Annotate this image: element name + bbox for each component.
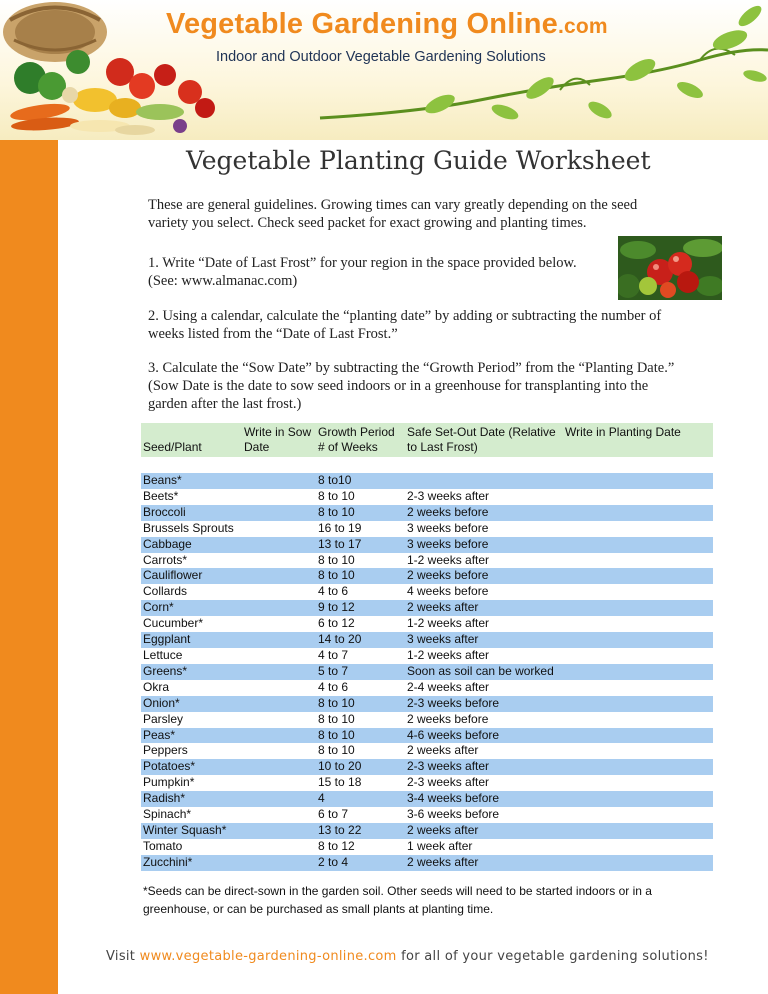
footer-website-link[interactable]: www.vegetable-gardening-online.com bbox=[139, 949, 397, 964]
planting-date-cell[interactable] bbox=[563, 473, 713, 489]
site-logo-title bbox=[166, 8, 608, 41]
planting-date-cell[interactable] bbox=[563, 664, 713, 680]
table-row bbox=[141, 616, 713, 632]
set-out-date-cell: 2 weeks before bbox=[407, 711, 489, 726]
set-out-date-cell: 3 weeks after bbox=[405, 632, 563, 648]
set-out-date-cell: Soon as soil can be worked bbox=[405, 664, 563, 680]
site-tld: .com bbox=[557, 15, 608, 38]
sow-date-cell[interactable] bbox=[242, 712, 316, 728]
plant-cell: Peas* bbox=[141, 728, 242, 744]
set-out-date-cell: 2-3 weeks before bbox=[405, 696, 563, 712]
planting-date-cell[interactable] bbox=[563, 489, 713, 505]
sow-date-cell[interactable] bbox=[242, 632, 316, 648]
plant-cell: Zucchini* bbox=[141, 855, 242, 871]
sow-date-cell[interactable] bbox=[242, 664, 316, 680]
growth-period-cell: 8 to 10 bbox=[318, 743, 355, 758]
growth-period-cell: 4 to 6 bbox=[318, 679, 349, 694]
site-tagline: Indoor and Outdoor Vegetable Gardening Solutions bbox=[216, 49, 546, 65]
set-out-date-cell: 1-2 weeks after bbox=[407, 552, 490, 567]
set-out-date-cell: 2 weeks after bbox=[405, 823, 563, 839]
plant-cell: Peppers bbox=[143, 743, 188, 758]
planting-date-cell[interactable] bbox=[563, 807, 713, 823]
table-row bbox=[141, 775, 713, 791]
set-out-date-cell: 4 weeks before bbox=[407, 584, 489, 599]
growth-period-cell: 8 to 10 bbox=[318, 552, 355, 567]
set-out-date-cell: 4-6 weeks before bbox=[405, 728, 563, 744]
growth-period-cell: 5 to 7 bbox=[316, 664, 405, 680]
plant-cell: Broccoli bbox=[141, 505, 242, 521]
growth-period-cell: 6 to 7 bbox=[318, 807, 349, 822]
step-2-paragraph: 2. Using a calendar, calculate the “planting date” by adding or subtracting the number of weeks listed from the “Date of Last Frost.” bbox=[148, 308, 662, 342]
sow-date-cell[interactable] bbox=[242, 584, 316, 600]
growth-period-cell: 8 to 12 bbox=[318, 838, 355, 853]
table-row bbox=[141, 728, 713, 744]
sow-date-cell[interactable] bbox=[242, 568, 316, 584]
plant-cell: Pumpkin* bbox=[143, 775, 195, 790]
sow-date-cell[interactable] bbox=[242, 696, 316, 712]
footer-prefix: Visit bbox=[106, 949, 140, 964]
plant-cell: Collards bbox=[143, 584, 188, 599]
plant-cell: Cucumber* bbox=[143, 616, 204, 631]
table-row bbox=[141, 537, 713, 553]
growth-period-cell: 2 to 4 bbox=[316, 855, 405, 871]
growth-period-cell: 13 to 17 bbox=[316, 537, 405, 553]
plant-cell: Carrots* bbox=[143, 552, 188, 567]
plant-cell: Onion* bbox=[141, 696, 242, 712]
table-row bbox=[141, 823, 713, 839]
set-out-date-cell: 2-3 weeks after bbox=[407, 488, 490, 503]
sow-date-cell[interactable] bbox=[242, 743, 316, 759]
planting-date-cell[interactable] bbox=[563, 553, 713, 569]
set-out-date-cell bbox=[405, 473, 563, 489]
growth-period-cell: 8 to 10 bbox=[318, 488, 355, 503]
table-header-row bbox=[141, 423, 713, 457]
planting-date-cell[interactable] bbox=[563, 505, 713, 521]
planting-date-cell[interactable] bbox=[563, 600, 713, 616]
plant-cell: Beans* bbox=[141, 473, 242, 489]
table-row bbox=[141, 743, 713, 759]
sow-date-cell[interactable] bbox=[242, 505, 316, 521]
plant-cell: Parsley bbox=[143, 711, 184, 726]
table-row bbox=[141, 553, 713, 569]
growth-period-cell: 16 to 19 bbox=[318, 520, 362, 535]
plant-cell: Potatoes* bbox=[141, 759, 242, 775]
step-1-paragraph: 1. Write “Date of Last Frost” for your region in the space provided below. (See: www.almanac.com) bbox=[148, 255, 577, 289]
table-row bbox=[141, 712, 713, 728]
plant-cell: Eggplant bbox=[141, 632, 242, 648]
sow-date-cell[interactable] bbox=[242, 855, 316, 871]
plant-cell: Brussels Sprouts bbox=[143, 520, 234, 535]
table-row bbox=[141, 568, 713, 584]
set-out-date-cell: 1-2 weeks after bbox=[407, 647, 490, 662]
sow-date-cell[interactable] bbox=[242, 648, 316, 664]
growth-period-cell: 8 to 10 bbox=[318, 711, 355, 726]
planting-date-cell[interactable] bbox=[563, 680, 713, 696]
plant-cell: Beets* bbox=[143, 488, 179, 503]
tomato-plant-photo bbox=[618, 236, 722, 300]
planting-guide-table bbox=[141, 423, 713, 871]
set-out-date-cell: 1 week after bbox=[407, 838, 473, 853]
plant-cell: Okra bbox=[143, 679, 170, 694]
plant-cell: Lettuce bbox=[143, 647, 183, 662]
table-row bbox=[141, 632, 713, 648]
plant-cell: Cabbage bbox=[141, 537, 242, 553]
sow-date-cell[interactable] bbox=[242, 791, 316, 807]
growth-period-cell: 4 to 7 bbox=[318, 647, 349, 662]
plant-cell: Spinach* bbox=[143, 807, 192, 822]
sow-date-cell[interactable] bbox=[242, 553, 316, 569]
growth-period-cell: 8 to10 bbox=[316, 473, 405, 489]
plant-cell: Radish* bbox=[141, 791, 242, 807]
planting-date-cell[interactable] bbox=[563, 839, 713, 855]
planting-date-cell[interactable] bbox=[563, 743, 713, 759]
footer bbox=[106, 949, 709, 964]
set-out-date-cell: 3-4 weeks before bbox=[405, 791, 563, 807]
table-row bbox=[141, 807, 713, 823]
intro-paragraph: These are general guidelines. Growing times can vary greatly depending on the seed variety you select. Check seed packet for exact growing and planting times. bbox=[148, 197, 638, 231]
growth-period-cell: 10 to 20 bbox=[316, 759, 405, 775]
sow-date-cell[interactable] bbox=[242, 616, 316, 632]
header-seed-plant: Seed/Plant bbox=[141, 423, 242, 457]
page-title: Vegetable Planting Guide Worksheet bbox=[186, 146, 651, 175]
step-3-paragraph: 3. Calculate the “Sow Date” by subtracting the “Growth Period” from the “Planting Date.” (Sow Date is the date to sow seed indoors or in a greenhouse for transplanting into the garden after the last frost.) bbox=[148, 360, 675, 412]
growth-period-cell: 6 to 12 bbox=[318, 616, 355, 631]
growth-period-cell: 9 to 12 bbox=[316, 600, 405, 616]
planting-date-cell[interactable] bbox=[563, 759, 713, 775]
set-out-date-cell: 2-3 weeks after bbox=[405, 759, 563, 775]
growth-period-cell: 13 to 22 bbox=[316, 823, 405, 839]
sow-date-cell[interactable] bbox=[242, 728, 316, 744]
header-set-out-date: Safe Set-Out Date (Relative to Last Frost) bbox=[405, 423, 563, 457]
planting-date-cell[interactable] bbox=[563, 775, 713, 791]
planting-date-cell[interactable] bbox=[563, 537, 713, 553]
sow-date-cell[interactable] bbox=[242, 489, 316, 505]
planting-date-cell[interactable] bbox=[563, 823, 713, 839]
header-planting-date: Write in Planting Date bbox=[563, 423, 713, 457]
planting-date-cell[interactable] bbox=[563, 855, 713, 871]
table-row bbox=[141, 696, 713, 712]
planting-date-cell[interactable] bbox=[563, 521, 713, 537]
site-header bbox=[0, 0, 768, 140]
planting-date-cell[interactable] bbox=[563, 632, 713, 648]
table-row bbox=[141, 505, 713, 521]
planting-date-cell[interactable] bbox=[563, 712, 713, 728]
worksheet-content bbox=[58, 140, 768, 994]
sow-date-cell[interactable] bbox=[242, 680, 316, 696]
sow-date-cell[interactable] bbox=[242, 775, 316, 791]
sow-date-cell[interactable] bbox=[242, 839, 316, 855]
set-out-date-cell: 3-6 weeks before bbox=[407, 807, 500, 822]
set-out-date-cell: 2 weeks after bbox=[407, 743, 479, 758]
set-out-date-cell: 1-2 weeks after bbox=[407, 616, 490, 631]
table-row bbox=[141, 600, 713, 616]
table-row bbox=[141, 489, 713, 505]
planting-date-cell[interactable] bbox=[563, 728, 713, 744]
set-out-date-cell: 2 weeks after bbox=[405, 600, 563, 616]
planting-date-cell[interactable] bbox=[563, 648, 713, 664]
growth-period-cell: 4 bbox=[316, 791, 405, 807]
sow-date-cell[interactable] bbox=[242, 823, 316, 839]
growth-period-cell: 8 to 10 bbox=[316, 505, 405, 521]
table-row bbox=[141, 664, 713, 680]
sow-date-cell[interactable] bbox=[242, 759, 316, 775]
table-row bbox=[141, 521, 713, 537]
site-name: Vegetable Gardening Online bbox=[166, 8, 558, 40]
footnote: *Seeds can be direct-sown in the garden soil. Other seeds will need to be started indoors or in a greenhouse, or can be purchased as small plants at planting time. bbox=[143, 884, 652, 916]
growth-period-cell: 14 to 20 bbox=[316, 632, 405, 648]
set-out-date-cell: 2 weeks after bbox=[405, 855, 563, 871]
plant-cell: Tomato bbox=[143, 838, 183, 853]
sow-date-cell[interactable] bbox=[242, 521, 316, 537]
planting-date-cell[interactable] bbox=[563, 696, 713, 712]
table-row bbox=[141, 791, 713, 807]
set-out-date-cell: 2 weeks before bbox=[405, 505, 563, 521]
plant-cell: Cauliflower bbox=[141, 568, 242, 584]
table-row bbox=[141, 473, 713, 489]
planting-date-cell[interactable] bbox=[563, 568, 713, 584]
table-row bbox=[141, 680, 713, 696]
set-out-date-cell: 2-3 weeks after bbox=[407, 775, 490, 790]
growth-period-cell: 8 to 10 bbox=[316, 696, 405, 712]
plant-cell: Winter Squash* bbox=[141, 823, 242, 839]
table-row bbox=[141, 839, 713, 855]
table-row bbox=[141, 648, 713, 664]
header-growth-period: Growth Period # of Weeks bbox=[316, 423, 405, 457]
sow-date-cell[interactable] bbox=[242, 473, 316, 489]
sow-date-cell[interactable] bbox=[242, 600, 316, 616]
set-out-date-cell: 2-4 weeks after bbox=[407, 679, 490, 694]
set-out-date-cell: 3 weeks before bbox=[407, 520, 489, 535]
header-sow-date: Write in Sow Date bbox=[242, 423, 316, 457]
growth-period-cell: 4 to 6 bbox=[318, 584, 349, 599]
sow-date-cell[interactable] bbox=[242, 807, 316, 823]
sow-date-cell[interactable] bbox=[242, 537, 316, 553]
table-row bbox=[141, 584, 713, 600]
spacer-row bbox=[141, 457, 713, 473]
table-row bbox=[141, 759, 713, 775]
plant-cell: Greens* bbox=[141, 664, 242, 680]
table-row bbox=[141, 855, 713, 871]
set-out-date-cell: 3 weeks before bbox=[405, 537, 563, 553]
footer-suffix: for all of your vegetable gardening solutions! bbox=[396, 949, 709, 964]
set-out-date-cell: 2 weeks before bbox=[405, 568, 563, 584]
planting-date-cell[interactable] bbox=[563, 791, 713, 807]
growth-period-cell: 8 to 10 bbox=[316, 728, 405, 744]
planting-date-cell[interactable] bbox=[563, 584, 713, 600]
growth-period-cell: 8 to 10 bbox=[316, 568, 405, 584]
orange-sidebar bbox=[0, 140, 58, 994]
plant-cell: Corn* bbox=[141, 600, 242, 616]
table-body bbox=[141, 457, 713, 871]
growth-period-cell: 15 to 18 bbox=[318, 775, 362, 790]
planting-date-cell[interactable] bbox=[563, 616, 713, 632]
